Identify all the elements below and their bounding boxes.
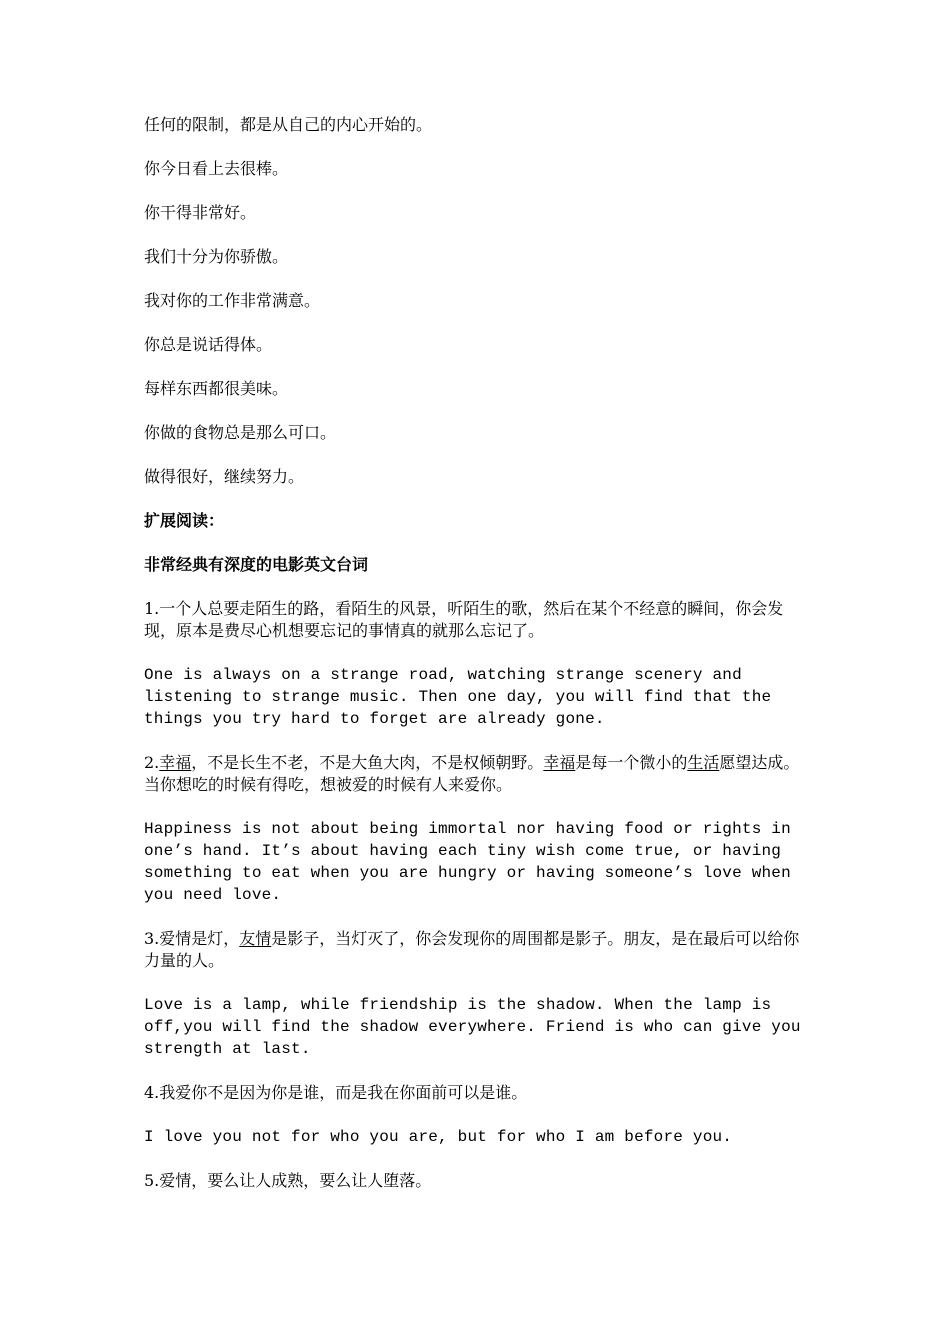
movie-quotes-heading: 非常经典有深度的电影英文台词 <box>144 555 369 574</box>
quote-2-text-d: 愿望达成。当你想吃的时候有得吃，想被爱的时候有人来爱你。 <box>144 753 800 794</box>
praise-line-5: 我对你的工作非常满意。 <box>144 291 321 310</box>
quote-3-chinese <box>144 928 804 972</box>
praise-line-6: 你总是说话得体。 <box>144 335 273 354</box>
extended-reading-heading: 扩展阅读： <box>144 511 225 530</box>
quote-2-link-happiness-1[interactable]: 幸福 <box>159 753 192 772</box>
quote-2-text-c: 是每一个微小的 <box>575 753 688 772</box>
quote-1-chinese: 1.一个人总要走陌生的路，看陌生的风景，听陌生的歌，然后在某个不经意的瞬间，你会发现，原本是费尽心机想要忘记的事情真的就那么忘记了。 <box>144 599 784 640</box>
praise-line-2: 你今日看上去很棒。 <box>144 159 289 178</box>
quote-2-english: Happiness is not about being immortal nor having food or rights in one’s hand. It’s about having each tiny wish come true, or having something to eat when you are hungry or having someone’s love when you need love. <box>144 820 791 904</box>
quote-3-text-a: 3.爱情是灯， <box>144 929 240 948</box>
praise-line-7: 每样东西都很美味。 <box>144 379 289 398</box>
quote-2-link-happiness-2[interactable]: 幸福 <box>543 753 576 772</box>
quote-2-link-life[interactable]: 生活 <box>687 753 720 772</box>
praise-line-4: 我们十分为你骄傲。 <box>144 247 289 266</box>
praise-line-8: 你做的食物总是那么可口。 <box>144 423 337 442</box>
quote-4-chinese: 4.我爱你不是因为你是谁，而是我在你面前可以是谁。 <box>144 1083 528 1102</box>
quote-2-chinese <box>144 752 804 796</box>
quote-5-chinese: 5.爱情，要么让人成熟，要么让人堕落。 <box>144 1171 432 1190</box>
praise-line-3: 你干得非常好。 <box>144 203 257 222</box>
quote-4-english: I love you not for who you are, but for who I am before you. <box>144 1128 733 1146</box>
quote-3-text-b: 是影子，当灯灭了，你会发现你的周围都是影子。朋友，是在最后可以给你力量的人。 <box>144 929 800 970</box>
quote-1-english: One is always on a strange road, watching strange scenery and listening to strange music. Then one day, you will find that the things you try hard to forget are already gone. <box>144 666 772 728</box>
quote-3-link-friendship[interactable]: 友情 <box>239 929 272 948</box>
document-body <box>144 114 804 1214</box>
quote-2-text-a: 2. <box>144 753 160 772</box>
praise-line-9: 做得很好，继续努力。 <box>144 467 305 486</box>
praise-line-1: 任何的限制，都是从自己的内心开始的。 <box>144 115 433 134</box>
quote-2-text-b: ，不是长生不老，不是大鱼大肉，不是权倾朝野。 <box>191 753 544 772</box>
quote-3-english: Love is a lamp, while friendship is the shadow. When the lamp is off,you will find the shadow everywhere. Friend is who can give you strength at last. <box>144 996 801 1058</box>
